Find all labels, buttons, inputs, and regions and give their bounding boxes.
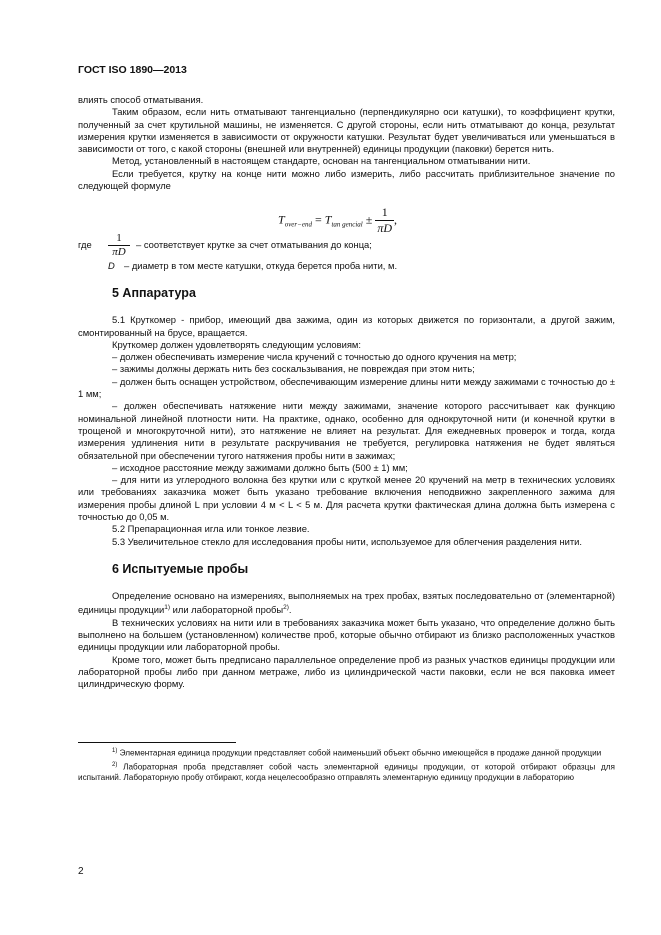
paragraph: 5.3 Увеличительное стекло для исследования пробы нити, используемое для облегчения разделения нити. <box>112 535 582 547</box>
footnote-ref: 1) <box>164 604 171 612</box>
legend-symbol: D <box>108 259 115 271</box>
legend-row <box>78 260 615 272</box>
footnote-divider <box>78 742 236 743</box>
footnote-ref: 2) <box>283 604 289 612</box>
formula-equals: = <box>314 212 322 227</box>
page-number: 2 <box>78 866 84 877</box>
legend-fraction <box>108 232 130 258</box>
formula-fraction <box>375 205 394 236</box>
legend-where: где <box>78 239 92 251</box>
formula-t-right: T <box>324 212 332 227</box>
paragraph-text: Определение основано на измерениях, выполняемых на трех пробах, взятых последовательно от (элементарной) единицы продукции <box>78 589 615 616</box>
formula-sub-left: over−end <box>284 221 312 230</box>
footnote-mark: 2) <box>112 761 118 768</box>
paragraph: влиять способ отматывания. <box>78 94 204 105</box>
legend-denominator: πD <box>112 245 126 258</box>
formula-denominator: πD <box>377 221 393 236</box>
footnote <box>78 746 615 759</box>
list-item: – для нити из углеродного волокна без крутки или с круткой менее 20 кручений на метр в технических условиях или требованиях заказчика может быть указано требование включения неподвижно закрепленного зажима для измерения пробы длиной L при условии 4 м < L < 5 м. Для расчета крутки фактическая длина должна быть измерена с точностью до 0,05 м. <box>78 474 615 523</box>
formula-t-left: T <box>278 212 285 227</box>
document-header: ГОСТ ISO 1890—2013 <box>78 64 187 76</box>
section-heading: 5 Аппаратура <box>112 286 196 301</box>
section-heading: 6 Испытуемые пробы <box>112 561 249 576</box>
paragraph: Таким образом, если нить отматывают тангенциально (перпендикулярно оси катушки), то коэффициент крутки, полученный за счет крутильной машины, не изменяется. С другой стороны, если нить отматывают до конца, результат измерения крутки изменяется в зависимости от окружности катушки. Результат будет увеличиваться или уменьшаться в зависимости от того, с какой стороны (внешней или внутренней) единицы продукции (паковки) берется нить. <box>78 106 615 155</box>
paragraph: 5.2 Препарационная игла или тонкое лезвие. <box>112 523 310 535</box>
document-page <box>78 60 615 784</box>
legend-text: – диаметр в том месте катушки, откуда берется проба нити, м. <box>124 259 398 271</box>
paragraph: 5.1 Круткомер - прибор, имеющий два зажима, один из которых движется по горизонтали, а другой зажим, смонтированный на брусе, вращается. <box>78 314 615 338</box>
paragraph <box>78 590 615 617</box>
legend-text: – соответствует крутке за счет отматывания до конца; <box>136 239 372 251</box>
footnote-text: Лабораторная проба представляет собой часть элементарной единицы продукции, от которой отбирают образцы для испытаний. Лабораторную пробу отбирают, когда нецелесообразно отправлять элементарную единицу продукции в лабораторию <box>78 762 615 783</box>
list-item: – исходное расстояние между зажимами должно быть (500 ± 1) мм; <box>112 461 408 473</box>
paragraph: Метод, установленный в настоящем стандарте, основан на тангенциальном отматывании нити. <box>112 155 531 167</box>
footnote-text: Элементарная единица продукции представляет собой наименьший объект обычно имеющейся в продаже данной продукции <box>117 749 602 759</box>
paragraph: Кроме того, может быть предписано параллельное определение проб из разных участков единицы продукции или лабораторной пробы либо при данном метраже, либо из цилиндрической части паковки, если не вся паковка имеет цилиндрическую форму. <box>78 653 615 690</box>
paragraph: В технических условиях на нити или в требованиях заказчика может быть указано, что определение должно быть выполнено на большем (установленном) количестве проб, которые обычно отбирают из близко расположенных участков единицы продукции или лабораторной пробы. <box>78 616 615 653</box>
list-item: – должен быть оснащен устройством, обеспечивающим измерение длины нити между зажимами с точностью до ± 1 мм; <box>78 375 615 400</box>
paragraph: Круткомер должен удовлетворять следующим условиям: <box>112 338 361 350</box>
paragraph: Если требуется, крутку на конце нити можно либо измерить, либо рассчитать приблизительное значение по следующей формуле <box>78 167 615 192</box>
formula-numerator: 1 <box>375 205 394 221</box>
legend-numerator: 1 <box>108 232 130 245</box>
formula-plusminus: ± <box>365 212 373 227</box>
formula-comma: , <box>394 212 398 227</box>
footnote <box>78 760 615 784</box>
footnote-mark: 1) <box>112 748 118 755</box>
formula-sub-right: tan gencial <box>331 221 363 230</box>
list-item: – должен обеспечивать измерение числа кручений с точностью до одного кручения на метр; <box>112 351 517 363</box>
paragraph-text: или лабораторной пробы <box>170 604 284 616</box>
list-item: – зажимы должны держать нить без соскальзывания, не повреждая при этом нить; <box>112 363 475 375</box>
paragraph-text: . <box>288 604 292 616</box>
list-item: – должен обеспечивать натяжение нити между зажимами, значение которого рассчитывает как функцию номинальной линейной плотности нити. На практике, однако, особенно для однокруточной нити (и конечной крутки в трощеной и многокруточной нити), это натяжение не влияет на результат. Для ежедневных проверок и тогда, когда измерения удлинения нити в результате раскручивания не требуется, регулировка натяжения не будет являться обязательной при обеспечении тугого натяжения пробы нити в зажимах; <box>78 400 615 461</box>
